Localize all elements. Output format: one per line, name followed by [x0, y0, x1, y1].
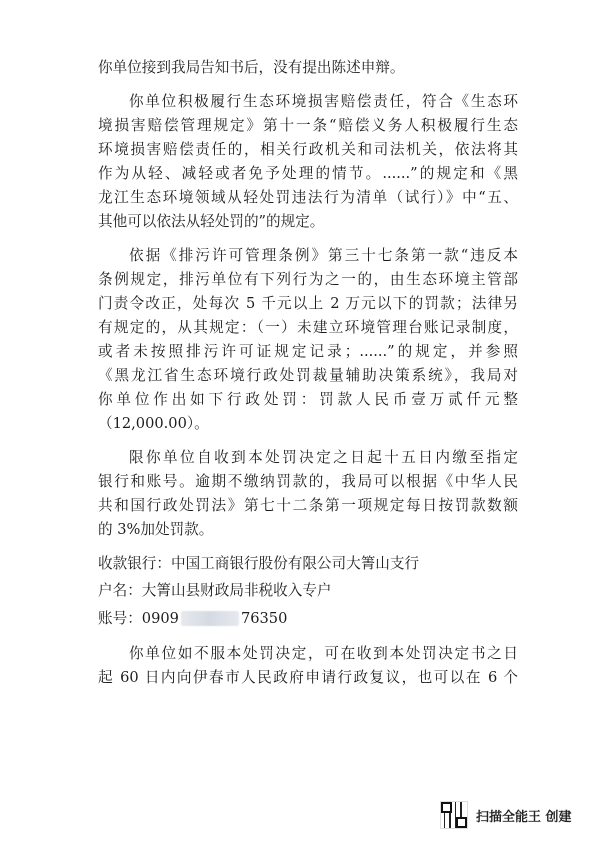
qr-code-icon	[440, 801, 468, 829]
text-line: 作为从轻、减轻或者免予处理的情节。......”的规定和《黑	[98, 165, 518, 182]
text-line: 条例规定，排污单位有下列行为之一的，由生态环境主管部	[98, 271, 518, 288]
text-line: 限你单位自收到本处罚决定之日起十五日内缴至指定	[129, 449, 518, 466]
text-line: 共和国行政处罚法》第七十二条第一项规定每日按罚款数额	[98, 497, 518, 514]
scanner-watermark	[440, 800, 572, 830]
text-line: 门责令改正，处每次 5 千元以上 2 万元以下的罚款；法律另	[98, 295, 518, 312]
text-line: 《黑龙江省生态环境行政处罚裁量辅助决策系统》，我局对	[98, 367, 518, 384]
text-line: 银行和账号。逾期不缴纳罚款的，我局可以根据《中华人民	[98, 473, 518, 490]
account-suffix: 76350	[240, 610, 288, 627]
account-label: 账号：	[98, 610, 142, 627]
text-line: 你单位接到我局告知书后，没有提出陈述申辩。	[98, 59, 405, 76]
text-line: 有规定的，从其规定：（一）未建立环境管理台账记录制度，	[98, 319, 518, 336]
text-line: 你单位积极履行生态环境损害赔偿责任，符合《生态环	[129, 93, 518, 110]
text-line: 你单位如不服本处罚决定，可在收到本处罚决定书之日	[129, 645, 518, 662]
account-holder-line: 户名：大箐山县财政局非税收入专户	[98, 582, 332, 599]
account-number-line	[98, 610, 287, 628]
text-line: 的 3%加处罚款。	[98, 521, 214, 538]
text-line: 起 60 日内向伊春市人民政府申请行政复议，也可以在 6 个	[98, 669, 518, 686]
text-line: 依据《排污许可管理条例》第三十七条第一款“违反本	[129, 247, 518, 264]
text-line: （12,000.00）。	[98, 415, 209, 432]
text-line: 或者未按照排污许可证规定记录；......”的规定，并参照	[98, 343, 518, 360]
text-line: 境损害赔偿管理规定》第十一条“赔偿义务人积极履行生态	[98, 117, 518, 134]
bank-name-line: 收款银行：中国工商银行股份有限公司大箐山支行	[98, 555, 420, 572]
text-line: 环境损害赔偿责任的，相关行政机关和司法机关，依法将其	[98, 141, 518, 158]
text-line: 龙江生态环境领域从轻处罚违法行为清单（试行）》中“五、	[98, 189, 518, 206]
redacted-digits	[181, 611, 239, 626]
account-prefix: 0909	[141, 610, 179, 627]
scanner-label: 扫描全能王 创建	[476, 809, 572, 825]
text-line: 其他可以依法从轻处罚的”的规定。	[98, 213, 325, 230]
text-line: 你单位作出如下行政处罚：罚款人民币壹万贰仟元整	[98, 391, 518, 408]
